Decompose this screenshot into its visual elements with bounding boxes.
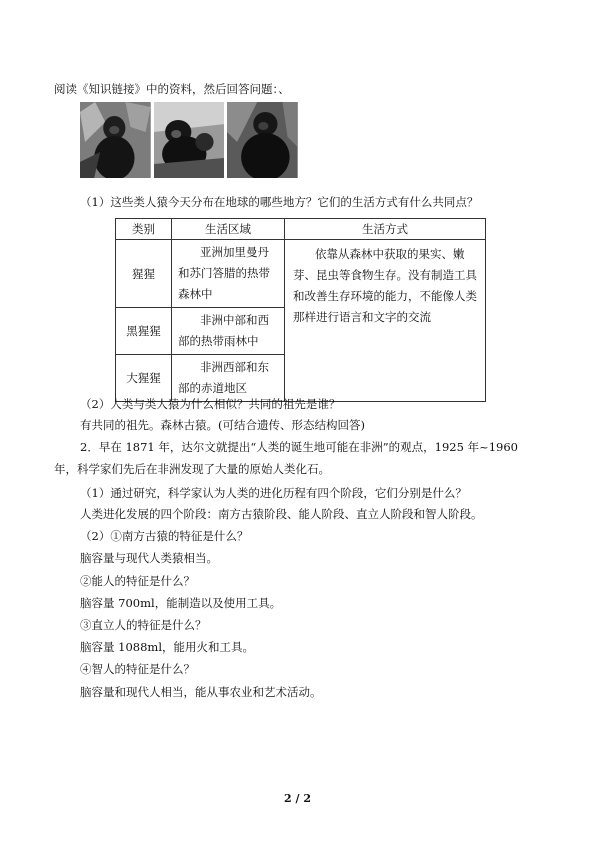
question-2: （2）人类与类人猿为什么相似？共同的祖先是谁？ xyxy=(80,397,341,411)
header-lifestyle: 生活方式 xyxy=(285,219,486,240)
ape-comparison-table xyxy=(115,218,486,402)
p2-answer-5: 脑容量和现代人相当，能从事农业和艺术活动。 xyxy=(80,685,322,699)
row-region: 亚洲加里曼丹和苏门答腊的热带森林中 xyxy=(172,240,285,308)
p2-answer-3: 脑容量 700ml，能制造以及使用工具。 xyxy=(80,596,282,610)
paragraph-2-line-2: 年，科学家们先后在非洲发现了大量的原始人类化石。 xyxy=(54,462,330,476)
p2-answer-4: 脑容量 1088ml，能用火和工具。 xyxy=(80,640,255,654)
p2-question-5: ④智人的特征是什么？ xyxy=(80,662,195,676)
row-name: 黑猩猩 xyxy=(116,308,172,355)
gorilla-photo xyxy=(227,102,298,178)
intro-text: 阅读《知识链接》中的资料，然后回答问题：、 xyxy=(54,82,290,96)
p2-question-4: ③直立人的特征是什么？ xyxy=(80,618,207,632)
p2-answer-2: 脑容量与现代人类猿相当。 xyxy=(80,551,218,565)
row-region: 非洲西部和东部的赤道地区 xyxy=(172,355,285,402)
row-region: 非洲中部和西部的热带雨林中 xyxy=(172,308,285,355)
question-1: （1）这些类人猿今天分布在地球的哪些地方？它们的生活方式有什么共同点？ xyxy=(80,195,479,209)
p2-answer-1: 人类进化发展的四个阶段：南方古猿阶段、能人阶段、直立人阶段和智人阶段。 xyxy=(80,507,483,521)
p2-question-1: （1）通过研究，科学家认为人类的进化历程有四个阶段，它们分别是什么？ xyxy=(80,486,467,500)
lifestyle-cell: 依靠从森林中获取的果实、嫩芽、昆虫等食物生存。没有制造工具和改善生存环境的能力，不能像人类那样进行语言和文字的交流 xyxy=(285,240,486,402)
p2-question-2: （2）①南方古猿的特征是什么？ xyxy=(80,529,249,543)
header-region: 生活区域 xyxy=(172,219,285,240)
page-number: 2 / 2 xyxy=(284,792,311,805)
chimpanzee-photo xyxy=(154,102,225,178)
ape-photos xyxy=(80,102,298,178)
row-name: 猩猩 xyxy=(116,240,172,308)
p2-question-3: ②能人的特征是什么？ xyxy=(80,574,195,588)
table-row xyxy=(116,240,486,308)
row-name: 大猩猩 xyxy=(116,355,172,402)
orangutan-photo xyxy=(80,102,151,178)
paragraph-2-line-1: 2．早在 1871 年，达尔文就提出“人类的诞生地可能在非洲”的观点，1925 年~1960 xyxy=(80,440,518,454)
header-category: 类别 xyxy=(116,219,172,240)
table-header-row xyxy=(116,219,486,240)
answer-2: 有共同的祖先。森林古猿。(可结合遗传、形态结构回答) xyxy=(80,418,365,432)
